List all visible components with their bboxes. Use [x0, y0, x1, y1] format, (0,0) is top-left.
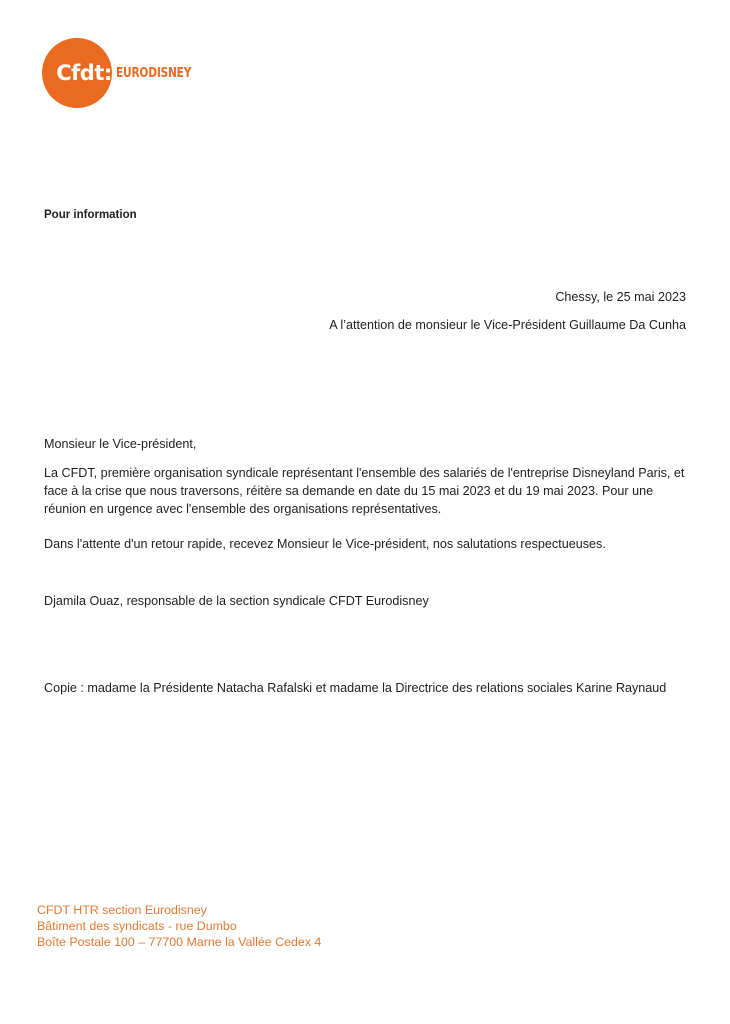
footer-line-1: CFDT HTR section Eurodisney [37, 903, 207, 917]
footer-address [37, 902, 321, 950]
logo-name: EURODISNEY [116, 65, 192, 81]
signature-line: Djamila Ouaz, responsable de la section syndicale CFDT Eurodisney [44, 594, 429, 608]
salutation: Monsieur le Vice-président, [44, 437, 197, 451]
footer-line-2: Bâtiment des syndicats - rue Dumbo [37, 919, 237, 933]
paragraph-main: La CFDT, première organisation syndicale représentant l'ensemble des salariés de l'entreprise Disneyland Paris, et face à la crise que nous traversons, réitère sa demande en date du 15 mai 2023 et du 19 mai 2023. Pour une réunion en urgence avec l'ensemble des organisations représentatives. [44, 466, 685, 516]
place-date: Chessy, le 25 mai 2023 [555, 290, 686, 304]
footer-line-3: Boîte Postale 100 – 77700 Marne la Vallée Cedex 4 [37, 935, 322, 949]
logo-circle [42, 38, 112, 108]
logo-mark: Cfdt: [56, 61, 112, 85]
recipient-line: A l’attention de monsieur le Vice-Président Guillaume Da Cunha [329, 318, 686, 332]
paragraph-closing: Dans l'attente d'un retour rapide, recevez Monsieur le Vice-président, nos salutations respectueuses. [44, 537, 606, 551]
copy-line: Copie : madame la Présidente Natacha Rafalski et madame la Directrice des relations sociales Karine Raynaud [44, 681, 667, 695]
cfdt-logo [42, 38, 208, 108]
header-note: Pour information [44, 209, 137, 221]
